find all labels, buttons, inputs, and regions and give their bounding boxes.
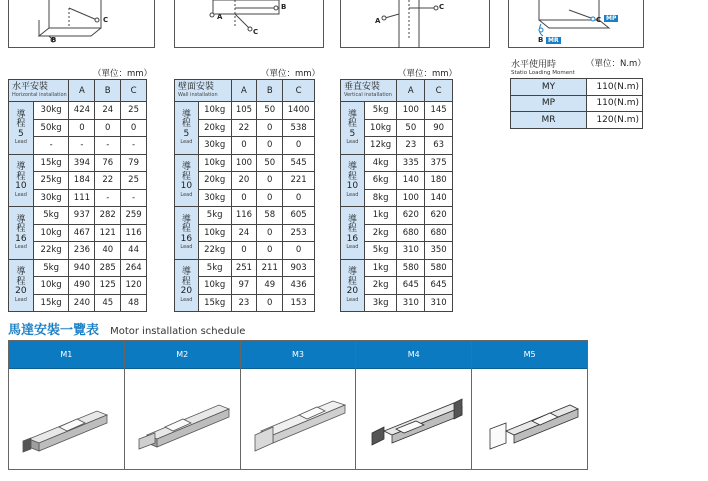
moment-title-block bbox=[511, 57, 575, 76]
load-cell: 10kg bbox=[364, 119, 397, 137]
table-row bbox=[341, 207, 453, 225]
moment-title: 水平使用時 bbox=[511, 60, 557, 70]
value-cell-c: 120 bbox=[121, 277, 147, 295]
value-cell-a: 645 bbox=[397, 277, 425, 295]
load-cell: 5kg bbox=[364, 242, 397, 260]
value-cell-b: 282 bbox=[95, 207, 121, 225]
value-cell-c: 79 bbox=[121, 154, 147, 172]
lead-group-label bbox=[341, 154, 365, 207]
lead-value: 5 bbox=[18, 128, 24, 139]
table-row bbox=[9, 102, 147, 120]
table-row bbox=[9, 154, 147, 172]
value-cell-b: 0 bbox=[257, 189, 283, 207]
value-cell-a: 100 bbox=[397, 189, 425, 207]
load-cell: 25kg bbox=[33, 172, 69, 190]
lead-value: 5 bbox=[349, 128, 356, 139]
value-cell-b: 0 bbox=[257, 119, 283, 137]
load-cell: 1kg bbox=[364, 259, 397, 277]
lead-en: Lead bbox=[14, 191, 27, 198]
lead-group-label bbox=[341, 207, 365, 260]
table-row bbox=[175, 102, 315, 120]
value-cell-a: 335 bbox=[397, 154, 425, 172]
moment-diagram bbox=[508, 0, 644, 48]
unit-label-horizontal: （單位：mm） bbox=[93, 69, 153, 79]
load-cell: 1kg bbox=[364, 207, 397, 225]
load-cell: - bbox=[33, 137, 69, 155]
lead-char: 導 bbox=[16, 267, 26, 277]
load-cell: 5kg bbox=[33, 207, 69, 225]
horizontal-title: 水平安裝 bbox=[12, 82, 49, 92]
motor-image-m4 bbox=[356, 369, 471, 469]
vertical-title: 垂直安裝 bbox=[344, 82, 381, 92]
value-cell-c: - bbox=[121, 189, 147, 207]
column-header: A bbox=[69, 80, 95, 102]
load-cell: 3kg bbox=[364, 294, 397, 312]
column-header: C bbox=[121, 80, 147, 102]
value-cell-a: 184 bbox=[69, 172, 95, 190]
lead-group-label bbox=[341, 259, 365, 312]
value-cell-c: 580 bbox=[425, 259, 453, 277]
vertical-subtitle: Vertical installation bbox=[344, 92, 392, 98]
lead-en: Lead bbox=[180, 296, 193, 303]
lead-value: 10 bbox=[15, 181, 27, 191]
moment-value: 110(N.m) bbox=[587, 95, 643, 112]
motor-schedule-table bbox=[8, 340, 588, 470]
value-cell-a: 20 bbox=[231, 172, 257, 190]
load-cell: 12kg bbox=[364, 137, 397, 155]
mp-badge: MP bbox=[606, 15, 617, 22]
value-cell-c: - bbox=[121, 137, 147, 155]
value-cell-c: 44 bbox=[121, 242, 147, 260]
column-header: A bbox=[231, 80, 257, 102]
value-cell-a: 100 bbox=[397, 102, 425, 120]
column-header: B bbox=[257, 80, 283, 102]
moment-body bbox=[511, 79, 643, 129]
moment-key: MY bbox=[511, 79, 587, 96]
unit-label-vertical: （單位：mm） bbox=[398, 69, 458, 79]
load-cell: 5kg bbox=[33, 259, 69, 277]
load-cell: 10kg bbox=[33, 277, 69, 295]
value-cell-c: 310 bbox=[425, 294, 453, 312]
lead-value: 20 bbox=[15, 286, 27, 296]
value-cell-a: 580 bbox=[397, 259, 425, 277]
motor-column-m4 bbox=[356, 341, 472, 469]
lead-char: 程 bbox=[16, 224, 26, 234]
wall-header bbox=[175, 80, 232, 102]
unit-label-wall: （單位：mm） bbox=[261, 69, 321, 79]
motor-title-zh: 馬達安裝一覽表 bbox=[8, 323, 100, 338]
static-moment-table bbox=[510, 78, 643, 129]
load-cell: 50kg bbox=[33, 119, 69, 137]
table-row bbox=[9, 207, 147, 225]
value-cell-b: 0 bbox=[257, 294, 283, 312]
value-cell-b: 0 bbox=[257, 224, 283, 242]
motor-header-m2: M2 bbox=[125, 341, 240, 369]
load-cell: 8kg bbox=[364, 189, 397, 207]
value-cell-a: 937 bbox=[69, 207, 95, 225]
value-cell-a: 23 bbox=[231, 294, 257, 312]
lead-en: Lead bbox=[14, 296, 27, 303]
moment-unit-label: （單位：N.m） bbox=[586, 59, 646, 69]
load-cell: 5kg bbox=[198, 207, 231, 225]
lead-en: Lead bbox=[180, 191, 193, 198]
lead-char: 程 bbox=[347, 224, 357, 234]
column-header: B bbox=[95, 80, 121, 102]
value-cell-c: 63 bbox=[425, 137, 453, 155]
value-cell-a: 0 bbox=[69, 119, 95, 137]
value-cell-c: 25 bbox=[121, 102, 147, 120]
lead-char: 程 bbox=[181, 119, 191, 129]
lead-group-label bbox=[9, 207, 34, 260]
horizontal-header bbox=[9, 80, 69, 102]
lead-value: 16 bbox=[15, 233, 27, 244]
motor-header-m3: M3 bbox=[241, 341, 356, 369]
motor-image-m5 bbox=[472, 369, 587, 469]
lead-char: 程 bbox=[347, 119, 357, 129]
lead-value: 16 bbox=[180, 233, 193, 244]
diagram-label-b: B bbox=[281, 3, 287, 11]
lead-char: 程 bbox=[16, 119, 26, 129]
load-cell: 2kg bbox=[364, 224, 397, 242]
value-cell-a: 940 bbox=[69, 259, 95, 277]
motor-image-m1 bbox=[9, 369, 124, 469]
lead-char: 導 bbox=[347, 267, 357, 277]
wall-diagram bbox=[174, 0, 324, 48]
horizontal-body bbox=[9, 102, 147, 312]
load-cell: 30kg bbox=[33, 189, 69, 207]
value-cell-c: 259 bbox=[121, 207, 147, 225]
table-row bbox=[511, 79, 643, 96]
lead-char: 程 bbox=[181, 224, 191, 234]
load-cell: 20kg bbox=[198, 172, 231, 190]
lead-en: Lead bbox=[346, 244, 359, 250]
diagram-label-b: B bbox=[51, 36, 57, 44]
load-cell: 15kg bbox=[33, 154, 69, 172]
value-cell-b: 50 bbox=[257, 102, 283, 120]
value-cell-b: 121 bbox=[95, 224, 121, 242]
diagram-label-c: C bbox=[103, 16, 109, 24]
lead-en: Lead bbox=[180, 244, 193, 250]
value-cell-a: - bbox=[69, 137, 95, 155]
motor-header-m5: M5 bbox=[472, 341, 587, 369]
horizontal-subtitle: Horizontal installation bbox=[12, 92, 67, 98]
load-cell: 30kg bbox=[198, 137, 231, 155]
vertical-diagram bbox=[340, 0, 490, 48]
value-cell-c: 264 bbox=[121, 259, 147, 277]
value-cell-c: 375 bbox=[425, 154, 453, 172]
lead-value: 20 bbox=[180, 286, 193, 296]
lead-group-label bbox=[9, 154, 34, 207]
value-cell-b: 0 bbox=[95, 119, 121, 137]
moment-value: 110(N.m) bbox=[587, 79, 643, 96]
moment-key: MR bbox=[511, 112, 587, 129]
diagram-label-c: C bbox=[439, 3, 445, 11]
value-cell-c: 0 bbox=[121, 119, 147, 137]
value-cell-c: 645 bbox=[425, 277, 453, 295]
value-cell-a: 680 bbox=[397, 224, 425, 242]
column-header: C bbox=[425, 80, 453, 102]
value-cell-b: 58 bbox=[257, 207, 283, 225]
wall-title: 壁面安裝 bbox=[178, 82, 215, 92]
diagram-label-b: B bbox=[538, 36, 544, 44]
load-cell: 22kg bbox=[33, 242, 69, 260]
value-cell-c: 153 bbox=[283, 294, 315, 312]
lead-en: Lead bbox=[14, 139, 27, 145]
value-cell-a: 394 bbox=[69, 154, 95, 172]
value-cell-b: 0 bbox=[257, 137, 283, 155]
value-cell-a: 240 bbox=[69, 294, 95, 312]
value-cell-c: 48 bbox=[121, 294, 147, 312]
motor-image-m2 bbox=[125, 369, 240, 469]
value-cell-c: 605 bbox=[283, 207, 315, 225]
lead-group-label bbox=[175, 154, 199, 207]
value-cell-c: 221 bbox=[283, 172, 315, 190]
lead-char: 導 bbox=[16, 162, 26, 172]
load-cell: 10kg bbox=[33, 224, 69, 242]
load-cell: 5kg bbox=[198, 259, 231, 277]
value-cell-a: 24 bbox=[231, 224, 257, 242]
table-row bbox=[511, 95, 643, 112]
value-cell-c: 350 bbox=[425, 242, 453, 260]
value-cell-b: 76 bbox=[95, 154, 121, 172]
value-cell-b: 22 bbox=[95, 172, 121, 190]
value-cell-c: 90 bbox=[425, 119, 453, 137]
lead-group-label bbox=[341, 102, 365, 155]
value-cell-c: 145 bbox=[425, 102, 453, 120]
value-cell-b: 50 bbox=[257, 154, 283, 172]
lead-en: Lead bbox=[180, 139, 193, 145]
lead-char: 導 bbox=[16, 109, 26, 120]
value-cell-c: 620 bbox=[425, 207, 453, 225]
diagram-label-a: A bbox=[375, 17, 381, 25]
value-cell-b: 49 bbox=[257, 277, 283, 295]
load-cell: 10kg bbox=[198, 277, 231, 295]
table-row bbox=[175, 154, 315, 172]
lead-char: 導 bbox=[181, 162, 191, 172]
value-cell-a: 140 bbox=[397, 172, 425, 190]
table-row bbox=[341, 259, 453, 277]
lead-value: 16 bbox=[346, 233, 359, 244]
diagram-label-a: A bbox=[217, 13, 223, 21]
value-cell-c: 0 bbox=[283, 242, 315, 260]
value-cell-a: 310 bbox=[397, 242, 425, 260]
lead-value: 20 bbox=[346, 286, 359, 296]
lead-char: 程 bbox=[347, 171, 357, 182]
lead-en: Lead bbox=[346, 191, 359, 198]
motor-header-m4: M4 bbox=[356, 341, 471, 369]
value-cell-a: 251 bbox=[231, 259, 257, 277]
load-cell: 6kg bbox=[364, 172, 397, 190]
value-cell-b: 211 bbox=[257, 259, 283, 277]
motor-header-m1: M1 bbox=[9, 341, 124, 369]
lead-char: 程 bbox=[181, 276, 191, 287]
load-cell: 30kg bbox=[198, 189, 231, 207]
value-cell-a: 490 bbox=[69, 277, 95, 295]
value-cell-b: - bbox=[95, 137, 121, 155]
value-cell-b: 285 bbox=[95, 259, 121, 277]
lead-char: 導 bbox=[347, 214, 357, 225]
value-cell-b: 0 bbox=[257, 242, 283, 260]
value-cell-c: 538 bbox=[283, 119, 315, 137]
load-cell: 2kg bbox=[364, 277, 397, 295]
lead-en: Lead bbox=[346, 296, 359, 303]
value-cell-c: 545 bbox=[283, 154, 315, 172]
value-cell-a: 424 bbox=[69, 102, 95, 120]
value-cell-a: 116 bbox=[231, 207, 257, 225]
value-cell-a: 22 bbox=[231, 119, 257, 137]
lead-group-label bbox=[175, 259, 199, 312]
table-row bbox=[511, 112, 643, 129]
value-cell-a: 0 bbox=[231, 137, 257, 155]
value-cell-b: 24 bbox=[95, 102, 121, 120]
moment-value: 120(N.m) bbox=[587, 112, 643, 129]
value-cell-a: 111 bbox=[69, 189, 95, 207]
load-cell: 10kg bbox=[198, 102, 231, 120]
value-cell-b: 45 bbox=[95, 294, 121, 312]
value-cell-a: 310 bbox=[397, 294, 425, 312]
diagram-label-c: C bbox=[596, 16, 602, 24]
lead-char: 導 bbox=[347, 109, 357, 120]
table-row bbox=[175, 207, 315, 225]
value-cell-a: 23 bbox=[397, 137, 425, 155]
value-cell-c: 0 bbox=[283, 189, 315, 207]
value-cell-c: 436 bbox=[283, 277, 315, 295]
value-cell-c: 0 bbox=[283, 137, 315, 155]
horizontal-install-table bbox=[8, 79, 147, 312]
lead-char: 程 bbox=[16, 276, 26, 287]
value-cell-a: 467 bbox=[69, 224, 95, 242]
value-cell-b: 0 bbox=[257, 172, 283, 190]
lead-value: 10 bbox=[180, 181, 193, 191]
lead-char: 程 bbox=[347, 276, 357, 287]
lead-en: Lead bbox=[346, 139, 359, 145]
wall-subtitle: Wall installation bbox=[178, 92, 218, 98]
lead-value: 5 bbox=[183, 128, 190, 139]
column-header: C bbox=[283, 80, 315, 102]
lead-group-label bbox=[9, 102, 34, 155]
mr-badge: MR bbox=[548, 37, 559, 44]
value-cell-c: 903 bbox=[283, 259, 315, 277]
table-row bbox=[341, 102, 453, 120]
load-cell: 5kg bbox=[364, 102, 397, 120]
value-cell-c: 140 bbox=[425, 189, 453, 207]
motor-column-m2 bbox=[125, 341, 241, 469]
motor-column-m5 bbox=[472, 341, 587, 469]
load-cell: 15kg bbox=[33, 294, 69, 312]
horizontal-diagram bbox=[8, 0, 155, 48]
lead-char: 程 bbox=[16, 171, 26, 182]
value-cell-a: 100 bbox=[231, 154, 257, 172]
value-cell-a: 97 bbox=[231, 277, 257, 295]
value-cell-a: 620 bbox=[397, 207, 425, 225]
value-cell-a: 236 bbox=[69, 242, 95, 260]
load-cell: 15kg bbox=[198, 294, 231, 312]
value-cell-b: 125 bbox=[95, 277, 121, 295]
motor-column-m3 bbox=[241, 341, 357, 469]
wall-body bbox=[175, 102, 315, 312]
lead-char: 導 bbox=[181, 214, 191, 225]
wall-install-table bbox=[174, 79, 315, 312]
value-cell-a: 0 bbox=[231, 189, 257, 207]
lead-value: 10 bbox=[346, 181, 359, 191]
column-header: A bbox=[397, 80, 425, 102]
load-cell: 10kg bbox=[198, 154, 231, 172]
lead-char: 導 bbox=[16, 214, 26, 225]
lead-char: 程 bbox=[181, 171, 191, 182]
value-cell-c: 116 bbox=[121, 224, 147, 242]
value-cell-c: 680 bbox=[425, 224, 453, 242]
load-cell: 30kg bbox=[33, 102, 69, 120]
value-cell-a: 105 bbox=[231, 102, 257, 120]
load-cell: 22kg bbox=[198, 242, 231, 260]
motor-section-title bbox=[8, 319, 245, 337]
value-cell-c: 180 bbox=[425, 172, 453, 190]
vertical-install-table bbox=[340, 79, 453, 312]
lead-group-label bbox=[175, 102, 199, 155]
value-cell-c: 253 bbox=[283, 224, 315, 242]
vertical-body bbox=[341, 102, 453, 312]
lead-char: 導 bbox=[347, 162, 357, 172]
motor-column-m1 bbox=[9, 341, 125, 469]
moment-subtitle: Statio Loading Moment bbox=[511, 70, 575, 76]
load-cell: 4kg bbox=[364, 154, 397, 172]
diagram-label-c: C bbox=[253, 28, 259, 36]
value-cell-b: 40 bbox=[95, 242, 121, 260]
table-row bbox=[175, 259, 315, 277]
value-cell-b: - bbox=[95, 189, 121, 207]
value-cell-a: 50 bbox=[397, 119, 425, 137]
value-cell-c: 25 bbox=[121, 172, 147, 190]
lead-char: 導 bbox=[181, 109, 191, 120]
table-row bbox=[341, 154, 453, 172]
lead-char: 導 bbox=[181, 267, 191, 277]
moment-key: MP bbox=[511, 95, 587, 112]
load-cell: 10kg bbox=[198, 224, 231, 242]
vertical-header bbox=[341, 80, 397, 102]
value-cell-c: 1400 bbox=[283, 102, 315, 120]
motor-title-en: Motor installation schedule bbox=[110, 326, 246, 337]
lead-group-label bbox=[9, 259, 34, 312]
load-cell: 20kg bbox=[198, 119, 231, 137]
value-cell-a: 0 bbox=[231, 242, 257, 260]
table-row bbox=[9, 259, 147, 277]
motor-image-m3 bbox=[241, 369, 356, 469]
lead-group-label bbox=[175, 207, 199, 260]
lead-en: Lead bbox=[14, 244, 27, 250]
